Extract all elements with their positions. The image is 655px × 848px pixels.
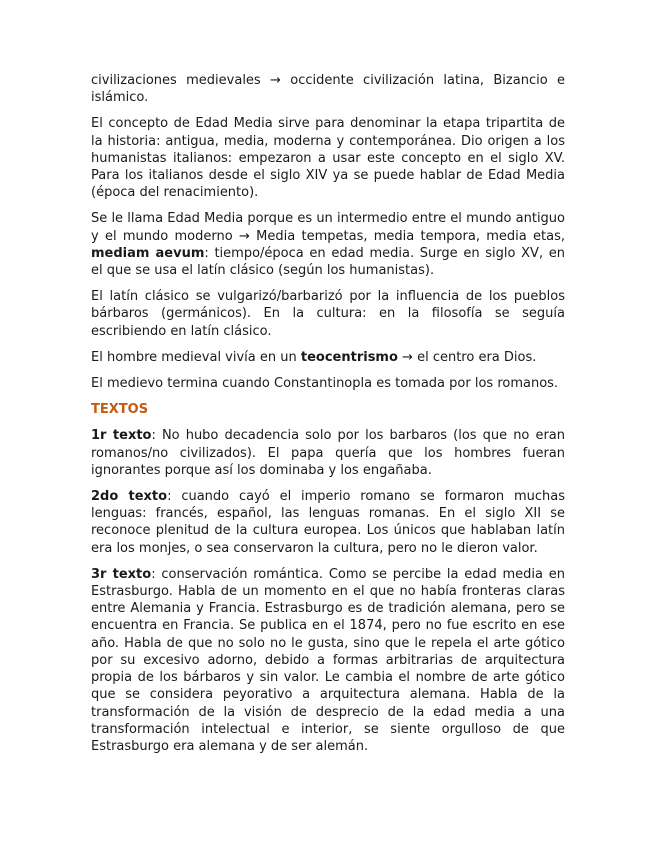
paragraph-concepto-edad-media — [91, 115, 565, 201]
bold-term-teocentrismo: teocentrismo — [300, 349, 398, 365]
texto-label: 3r texto — [91, 566, 152, 582]
paragraph-texto-1 — [91, 427, 565, 479]
paragraph-text: El medievo termina cuando Constantinopla es tomada por los romanos. — [91, 376, 559, 392]
paragraph-texto-3 — [91, 566, 565, 755]
paragraph-text: civilizaciones medievales → occidente civilización latina, Bizancio e islámico. — [91, 73, 565, 106]
paragraph-text: El concepto de Edad Media sirve para denominar la etapa tripartita de la historia: antigua, media, moderna y contemporánea. Dio origen a los humanistas italianos: empezaron a usar este concepto en el siglo XV. Para los italianos desde el siglo XIV ya se puede hablar de Edad Media (época del renacimiento). — [91, 116, 565, 201]
bold-term-mediam-aevum: mediam aevum — [91, 245, 205, 261]
paragraph-text: Se le llama Edad Media porque es un intermedio entre el mundo antiguo y el mundo moderno → Media tempetas, media tempora, media etas, — [91, 211, 565, 244]
texto-body: : cuando cayó el imperio romano se formaron muchas lenguas: francés, español, las lenguas romanas. En el siglo XII se reconoce plenitud de la cultura europea. Los únicos que hablaban latín era los monjes, o sea conservaron la cultura, pero no le dieron valor. — [91, 489, 565, 556]
texto-body: : conservación romántica. Como se percibe la edad media en Estrasburgo. Habla de un momento en el que no había fronteras claras entre Alemania y Francia. Estrasburgo es de tradición alemana, pero se encuentra en Francia. Se publica en el 1874, pero no fue escrito en ese año. Habla de que no solo no le gusta, sino que le repela el arte gótico por su excesivo adorno, debido a formas arbitrarias de arquitectura propia de los bárbaros y sin valor. Le cambia el nombre de arte gótico que se considera peyorativo a arquitectura alemana. Habla de la transformación de la visión de desprecio de la edad media a una transformación intelectual e interior, se siente orgulloso de que Estrasburgo era alemana y de ser alemán. — [91, 566, 565, 754]
section-heading-textos: TEXTOS — [91, 402, 149, 418]
paragraph-text: El hombre medieval vivía en un — [91, 349, 301, 365]
document-page — [91, 72, 565, 764]
texto-body: : No hubo decadencia solo por los barbaros (los que no eran romanos/no civilizados). El papa quería que los hombres fueran ignorantes porque así los dominaba y los engañaba. — [91, 428, 566, 478]
paragraph-medievo-termina — [91, 375, 565, 392]
paragraph-teocentrismo — [91, 349, 565, 366]
paragraph-intermedio — [91, 210, 565, 279]
paragraph-text: : tiempo/época en edad media. Surge en siglo XV, en el que se usa el latín clásico (según los humanistas). — [91, 245, 565, 279]
texto-label: 2do texto — [91, 489, 168, 505]
paragraph-latin-clasico — [91, 288, 565, 340]
paragraph-texto-2 — [91, 488, 565, 557]
paragraph-text: El latín clásico se vulgarizó/barbarizó por la influencia de los pueblos bárbaros (germánicos). En la cultura: en la filosofía se seguía escribiendo en latín clásico. — [91, 289, 565, 339]
paragraph-text: → el centro era Dios. — [397, 349, 537, 365]
texto-label: 1r texto — [91, 428, 152, 444]
paragraph-civilizaciones — [91, 72, 565, 106]
